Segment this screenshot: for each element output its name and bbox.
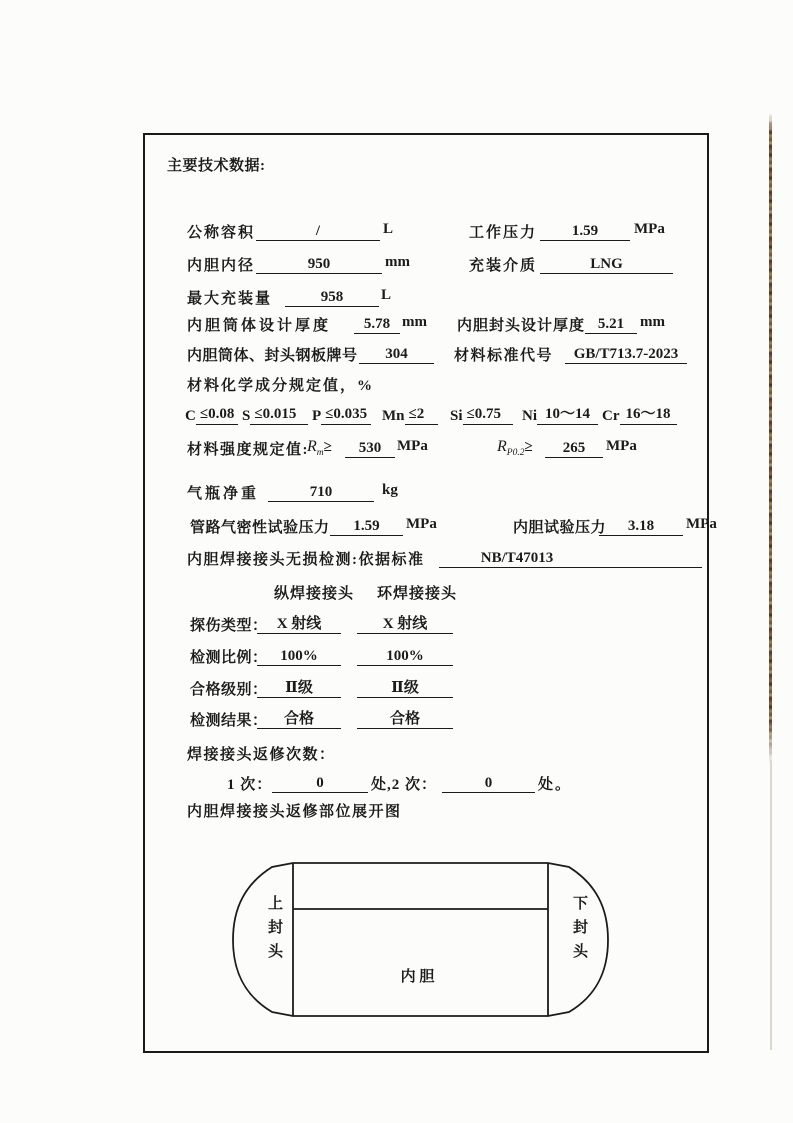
ndt-row-ratio [145, 646, 707, 668]
field-value-underline: / [256, 221, 380, 241]
rm-symbol: $R_m\ge$ [307, 438, 332, 458]
tank-outline [233, 863, 608, 1016]
field-row [145, 516, 717, 538]
inner-tank-label: 内 胆 [400, 969, 435, 985]
field-row [145, 314, 707, 336]
ndt-row-label: 检测结果： [190, 713, 268, 729]
field-label: 内胆筒体、封头钢板牌号 [187, 348, 358, 364]
rp02-value-underline: 265 [545, 438, 603, 458]
page-title: 主要技术数据: [167, 158, 266, 174]
ndt-row-result [145, 709, 707, 731]
field-value-underline: 958 [285, 287, 379, 307]
field-unit: L [383, 221, 394, 237]
field-row [145, 221, 707, 243]
field-label: 管路气密性试验压力 [190, 520, 330, 536]
chemical-heading-row [145, 374, 707, 396]
field-unit: mm [385, 254, 410, 270]
field-value-underline: 710 [268, 482, 374, 502]
ndt-label: 内胆焊接接头无损检测:依据标准 [187, 552, 425, 568]
ndt-col-longitudinal: 纵焊接接头 [274, 586, 355, 602]
field-unit: MPa [634, 221, 665, 237]
field-value-underline: GB/T713.7-2023 [565, 344, 687, 364]
data-sheet-frame [143, 133, 717, 1053]
ndt-row-label: 探伤类型： [190, 618, 268, 634]
ndt-col-circumferential: 环焊接接头 [377, 586, 458, 602]
ndt-row-label: 检测比例： [190, 650, 268, 666]
field-unit: kg [382, 482, 398, 498]
field-value-underline: 1.59 [330, 516, 403, 536]
field-label: 内胆筒体设计厚度 [187, 318, 332, 334]
field-label: 气瓶净重 [187, 486, 260, 502]
field-nominal-volume [187, 221, 255, 242]
repair-first-value-underline: 0 [272, 773, 368, 793]
repair-heading: 焊接接头返修次数： [187, 747, 336, 763]
field-label: 内胆封头设计厚度 [457, 318, 586, 334]
rm-value-underline: 530 [345, 438, 395, 458]
field-unit: MPa [686, 516, 717, 532]
strength-label: 材料强度规定值: [187, 442, 309, 458]
field-label: 充装介质 [469, 258, 538, 274]
field-row [145, 482, 707, 504]
scan-binding-strip-faded [770, 760, 772, 1050]
repair-count-row [145, 773, 707, 795]
ndt-value-underline: 合格 [257, 709, 341, 729]
field-label: 内胆试验压力 [513, 520, 607, 536]
chemical-row [145, 404, 707, 426]
ndt-row-grade [145, 678, 707, 700]
ndt-value-underline: 100% [357, 646, 453, 666]
repair-first-label: 1 次： [227, 777, 273, 793]
field-steel-grade [187, 344, 358, 365]
repair-second-value-underline: 0 [442, 773, 535, 793]
rp02-unit: MPa [606, 438, 637, 454]
field-unit: MPa [406, 516, 437, 532]
field-shell-thickness [187, 314, 331, 335]
repair-heading-row [145, 743, 707, 765]
diagram-heading: 内胆焊接接头返修部位展开图 [187, 804, 402, 820]
field-unit: mm [640, 314, 665, 330]
rp02-symbol: $R_{P0.2}\ge$ [497, 438, 533, 458]
repair-mid-label: 处,2 次： [371, 777, 438, 793]
field-piping-test-pressure [190, 516, 330, 537]
field-head-thickness [457, 314, 585, 335]
chem-value-underline: 16～18 [620, 404, 677, 425]
repair-end-label: 处。 [538, 777, 573, 793]
field-row [145, 344, 707, 366]
field-filling-medium [469, 254, 537, 275]
field-material-standard [454, 344, 553, 365]
lower-head-label: 下封头 [571, 895, 587, 967]
field-value-underline: 304 [359, 344, 434, 364]
chem-value-underline: ≤0.75 [463, 404, 513, 425]
chem-value-underline: ≤0.015 [250, 404, 308, 425]
field-value-underline: 950 [256, 254, 382, 274]
ndt-value-underline: Ⅱ级 [257, 678, 341, 698]
scan-binding-strip [769, 113, 772, 765]
field-value-underline: 5.78 [354, 314, 400, 334]
field-label: 内胆内径 [187, 258, 256, 274]
ndt-standard-underline: NB/T47013 [439, 548, 702, 568]
field-label: 工作压力 [469, 225, 538, 241]
field-row [145, 254, 707, 276]
chem-item-p: P ≤0.035 [312, 404, 371, 425]
field-value-underline: 5.21 [585, 314, 637, 334]
field-label: 最大充装量 [187, 291, 273, 307]
field-label: 材料标准代号 [454, 348, 554, 364]
chem-value-underline: 10～14 [537, 404, 598, 425]
ndt-standard-row [145, 548, 707, 570]
chem-value-underline: ≤0.035 [321, 404, 371, 425]
diagram-heading-row [145, 800, 707, 822]
chem-item-mn: Mn ≤2 [382, 404, 438, 425]
field-unit: mm [402, 314, 427, 330]
field-tank-test-pressure [513, 516, 606, 537]
chem-item-ni: Ni 10～14 [522, 404, 598, 425]
field-unit: L [381, 287, 392, 303]
ndt-value-underline: X 射线 [257, 614, 341, 634]
strength-row [145, 438, 707, 460]
chem-item-c: C ≤0.08 [185, 404, 238, 425]
ndt-row-method [145, 614, 707, 636]
ndt-row-label: 合格级别： [190, 682, 268, 698]
field-max-filling [187, 287, 272, 308]
chem-value-underline: ≤2 [405, 404, 439, 425]
field-value-underline: 3.18 [599, 516, 683, 536]
field-row [145, 287, 707, 309]
ndt-value-underline: Ⅱ级 [357, 678, 453, 698]
upper-head-label: 上封头 [266, 895, 282, 967]
ndt-value-underline: X 射线 [357, 614, 453, 634]
rm-unit: MPa [397, 438, 428, 454]
field-value-underline: 1.59 [540, 221, 630, 241]
ndt-value-underline: 100% [257, 646, 341, 666]
chem-item-cr: Cr 16～18 [602, 404, 677, 425]
field-inner-diameter [187, 254, 255, 275]
ndt-column-header-row [145, 582, 707, 604]
chemical-heading: 材料化学成分规定值，% [187, 378, 375, 394]
chem-item-si: Si ≤0.75 [450, 404, 513, 425]
field-value-underline: LNG [540, 254, 673, 274]
chem-item-s: S ≤0.015 [242, 404, 308, 425]
field-working-pressure [469, 221, 537, 242]
field-label: 公称容积 [187, 225, 256, 241]
ndt-value-underline: 合格 [357, 709, 453, 729]
field-net-weight [187, 482, 259, 503]
chem-value-underline: ≤0.08 [196, 404, 238, 425]
